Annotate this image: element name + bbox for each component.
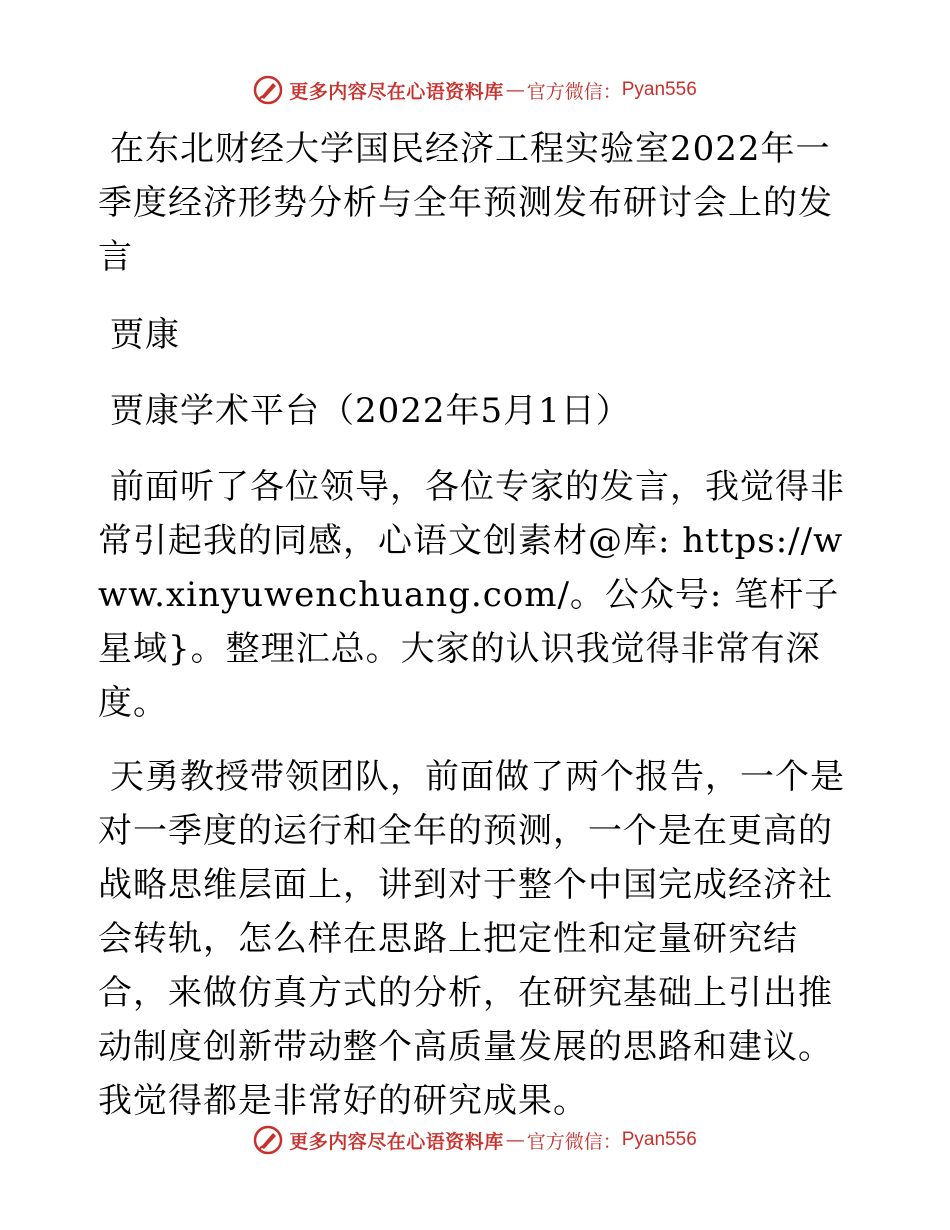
document-source: 贾康学术平台（2022年5月1日） — [110, 391, 631, 431]
banner-main-text: 更多内容尽在心语资料库 — [289, 1130, 504, 1153]
banner-main-text: 更多内容尽在心语资料库 — [289, 80, 504, 103]
document-body — [98, 122, 858, 1148]
paragraph-1: 前面听了各位领导，各位专家的发言，我觉得非常引起我的同感，心语文创素材@库: https://www.xinyuwenchuang.com/。公众号: 笔杆子星域}。整理汇总。大家的认识我觉得非常有深度。 — [98, 467, 845, 723]
banner-wechat-id: Pyan556 — [621, 79, 697, 100]
banner-sub-text: 官方微信： — [526, 1130, 622, 1153]
footer-banner — [0, 1120, 950, 1160]
quill-logo-icon — [253, 75, 283, 105]
paragraph-2: 天勇教授带领团队，前面做了两个报告，一个是对一季度的运行和全年的预测，一个是在更高的战略思维层面上，讲到对于整个中国完成经济社会转轨，怎么样在思路上把定性和定量研究结合，来做仿真方式的分析，在研究基础上引出推动制度创新带动整个高质量发展的思路和建议。我觉得都是非常好的研究成果。 — [98, 757, 845, 1121]
document-title: 在东北财经大学国民经济工程实验室2022年一季度经济形势分析与全年预测发布研讨会上的发言 — [98, 129, 833, 277]
header-banner — [0, 70, 950, 110]
banner-sub-text: 官方微信： — [526, 80, 622, 103]
banner-dash: — — [505, 79, 525, 101]
banner-dash: — — [505, 1129, 525, 1151]
banner-wechat-id: Pyan556 — [621, 1129, 697, 1150]
document-author: 贾康 — [110, 315, 180, 355]
quill-logo-icon — [253, 1125, 283, 1155]
